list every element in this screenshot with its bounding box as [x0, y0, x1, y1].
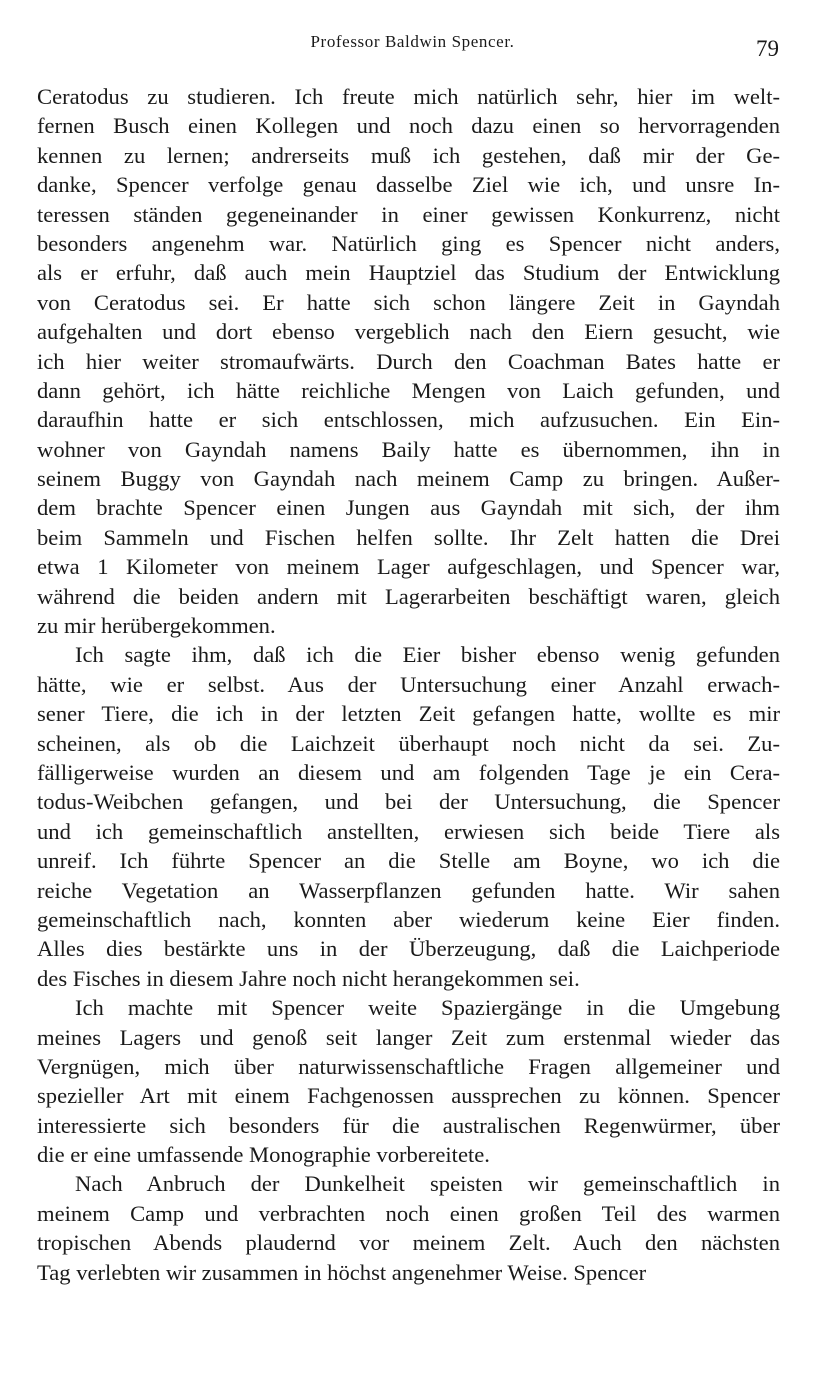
text-line: Alles dies bestärkte uns in der Überzeugung, daß die Laichperiode — [37, 936, 780, 962]
text-line: fernen Busch einen Kollegen und noch dazu einen so hervorragenden — [37, 113, 780, 139]
text-line: kennen zu lernen; andrerseits muß ich gestehen, daß mir der Ge- — [37, 142, 780, 168]
running-head: Professor Baldwin Spencer. — [310, 32, 515, 51]
text-line: wohner von Gayndah namens Baily hatte es übernommen, ihn in — [37, 436, 780, 462]
text-line: meinem Camp und verbrachten noch einen großen Teil des warmen — [37, 1200, 780, 1226]
text-line: Ceratodus zu studieren. Ich freute mich natürlich sehr, hier im welt- — [37, 84, 780, 109]
text-line: etwa 1 Kilometer von meinem Lager aufgeschlagen, und Spencer war, — [37, 554, 780, 580]
text-line: Vergnügen, mich über naturwissenschaftliche Fragen allgemeiner und — [37, 1053, 780, 1079]
text-line: zu mir herübergekommen. — [37, 613, 276, 639]
text-line: danke, Spencer verfolge genau dasselbe Ziel wie ich, und unsre In- — [37, 172, 780, 198]
text-line: teressen ständen gegeneinander in einer gewissen Konkurrenz, nicht — [37, 201, 780, 227]
text-line: unreif. Ich führte Spencer an die Stelle am Boyne, wo ich die — [37, 848, 780, 874]
page-number: 79 — [756, 36, 779, 61]
text-line: die er eine umfassende Monographie vorbereitete. — [37, 1142, 490, 1168]
text-line: Tag verlebten wir zusammen in höchst angenehmer Weise. Spencer — [37, 1259, 647, 1285]
text-line: interessierte sich besonders für die australischen Regenwürmer, über — [37, 1112, 780, 1138]
text-line: ich hier weiter stromaufwärts. Durch den Coachman Bates hatte er — [37, 348, 780, 374]
text-line: meines Lagers und genoß seit langer Zeit zum erstenmal wieder das — [37, 1024, 780, 1050]
text-line: scheinen, als ob die Laichzeit überhaupt noch nicht da sei. Zu- — [37, 730, 780, 756]
text-line: Ich sagte ihm, daß ich die Eier bisher ebenso wenig gefunden — [75, 642, 780, 668]
text-line: als er erfuhr, daß auch mein Hauptziel das Studium der Entwicklung — [37, 260, 780, 286]
text-line: und ich gemeinschaftlich anstellten, erwiesen sich beide Tiere als — [37, 818, 780, 844]
text-line: fälligerweise wurden an diesem und am folgenden Tage je ein Cera- — [37, 759, 780, 785]
paragraph — [37, 82, 780, 640]
text-line: von Ceratodus sei. Er hatte sich schon längere Zeit in Gayndah — [37, 289, 780, 315]
paragraph — [37, 640, 780, 993]
text-line: besonders angenehm war. Natürlich ging es Spencer nicht anders, — [37, 230, 780, 256]
text-line: hätte, wie er selbst. Aus der Untersuchung einer Anzahl erwach- — [37, 671, 780, 697]
text-line: Nach Anbruch der Dunkelheit speisten wir gemeinschaftlich in — [75, 1171, 780, 1197]
text-line: reiche Vegetation an Wasserpflanzen gefunden hatte. Wir sahen — [37, 877, 780, 903]
text-line: gemeinschaftlich nach, konnten aber wiederum keine Eier finden. — [37, 906, 780, 932]
text-line: des Fisches in diesem Jahre noch nicht herangekommen sei. — [37, 965, 580, 991]
body-text — [37, 82, 780, 1287]
text-line: während die beiden andern mit Lagerarbeiten beschäftigt waren, gleich — [37, 583, 780, 609]
text-line: sener Tiere, die ich in der letzten Zeit gefangen hatte, wollte es mir — [37, 701, 780, 727]
text-line: todus-Weibchen gefangen, und bei der Untersuchung, die Spencer — [37, 789, 780, 815]
text-line: dann gehört, ich hätte reichliche Mengen von Laich gefunden, und — [37, 377, 780, 403]
text-line: dem brachte Spencer einen Jungen aus Gayndah mit sich, der ihm — [37, 495, 780, 521]
text-line: aufgehalten und dort ebenso vergeblich nach den Eiern gesucht, wie — [37, 319, 780, 345]
text-line: tropischen Abends plaudernd vor meinem Zelt. Auch den nächsten — [37, 1230, 780, 1256]
text-line: beim Sammeln und Fischen helfen sollte. Ihr Zelt hatten die Drei — [37, 524, 780, 550]
text-line: daraufhin hatte er sich entschlossen, mich aufzusuchen. Ein Ein- — [37, 407, 780, 433]
paragraph — [37, 1169, 780, 1287]
text-line: spezieller Art mit einem Fachgenossen aussprechen zu können. Spencer — [37, 1083, 780, 1109]
text-line: seinem Buggy von Gayndah nach meinem Camp zu bringen. Außer- — [37, 466, 780, 492]
text-line: Ich machte mit Spencer weite Spaziergänge in die Umgebung — [75, 995, 780, 1021]
paragraph — [37, 993, 780, 1169]
